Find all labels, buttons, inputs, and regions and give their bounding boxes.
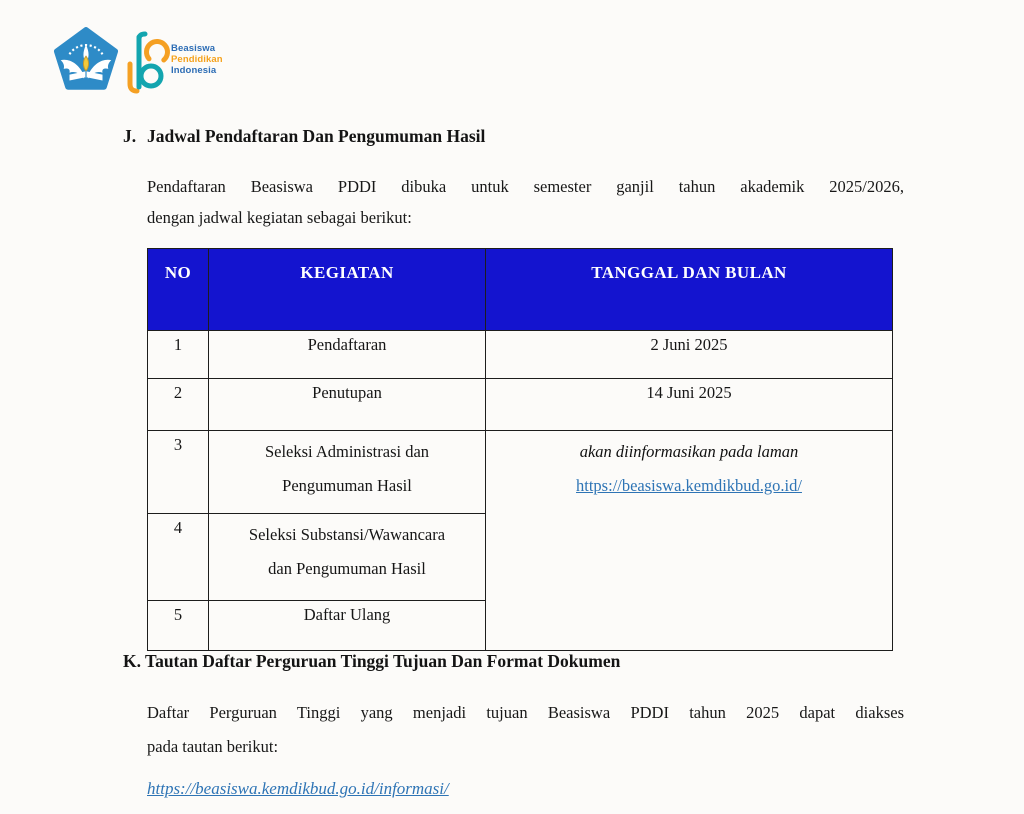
table-row: [148, 331, 893, 379]
cell-kegiatan-3-line2: Pengumuman Hasil: [282, 476, 412, 495]
merged-cell-link[interactable]: https://beasiswa.kemdikbud.go.id/: [576, 476, 802, 495]
section-k-paragraph-line2: pada tautan berikut:: [147, 737, 279, 756]
cell-kegiatan-1: Pendaftaran: [209, 331, 486, 379]
kemdikbud-logo-icon: [53, 26, 119, 100]
cell-kegiatan-4-line1: Seleksi Substansi/Wawancara: [248, 525, 446, 544]
informasi-link[interactable]: https://beasiswa.kemdikbud.go.id/informasi/: [147, 779, 449, 798]
cell-tanggal-2: 14 Juni 2025: [486, 379, 893, 431]
cell-no-2: 2: [148, 379, 209, 431]
schedule-table-header-row: [148, 249, 893, 331]
section-k-paragraph-line1: Daftar Perguruan Tinggi yang menjadi tujuan Beasiswa PDDI tahun 2025 dapat diakses: [147, 703, 904, 722]
col-header-no: NO: [148, 249, 209, 331]
cell-no-3: 3: [148, 431, 209, 514]
bpi-wordmark-line1: Beasiswa: [171, 43, 216, 54]
section-k-paragraph: [147, 696, 904, 764]
bpi-logo-icon: [124, 30, 172, 98]
section-j-heading: [123, 126, 485, 147]
bpi-wordmark-line3: Indonesia: [171, 65, 217, 76]
cell-no-4: 4: [148, 514, 209, 601]
section-j-title: Jadwal Pendaftaran Dan Pengumuman Hasil: [147, 126, 486, 146]
cell-kegiatan-4: [209, 514, 486, 601]
bpi-wordmark: [171, 43, 223, 76]
cell-kegiatan-3-line1: Seleksi Administrasi dan: [264, 442, 430, 461]
cell-tanggal-1: 2 Juni 2025: [486, 331, 893, 379]
table-row: [148, 379, 893, 431]
section-j-paragraph-line1: Pendaftaran Beasiswa PDDI dibuka untuk semester ganjil tahun akademik 2025/2026,: [147, 177, 904, 196]
cell-no-1: 1: [148, 331, 209, 379]
merged-cell-note: akan diinformasikan pada laman: [579, 442, 799, 461]
section-j-paragraph: [147, 171, 904, 233]
section-k-label: K.: [123, 651, 141, 671]
col-header-tanggal: TANGGAL DAN BULAN: [486, 249, 893, 331]
cell-kegiatan-4-line2: dan Pengumuman Hasil: [268, 559, 426, 578]
table-row: [148, 431, 893, 514]
section-k-title: Tautan Daftar Perguruan Tinggi Tujuan Dan Format Dokumen: [145, 651, 621, 671]
schedule-table: [147, 248, 893, 651]
cell-no-5: 5: [148, 601, 209, 651]
section-j-paragraph-line2: dengan jadwal kegiatan sebagai berikut:: [147, 208, 412, 227]
cell-kegiatan-5: Daftar Ulang: [209, 601, 486, 651]
section-j-label: J.: [123, 126, 137, 146]
cell-kegiatan-2: Penutupan: [209, 379, 486, 431]
section-k-heading: [123, 651, 620, 672]
cell-tanggal-merged: [486, 431, 893, 651]
cell-kegiatan-3: [209, 431, 486, 514]
col-header-kegiatan: KEGIATAN: [209, 249, 486, 331]
bpi-wordmark-line2: Pendidikan: [171, 54, 223, 65]
